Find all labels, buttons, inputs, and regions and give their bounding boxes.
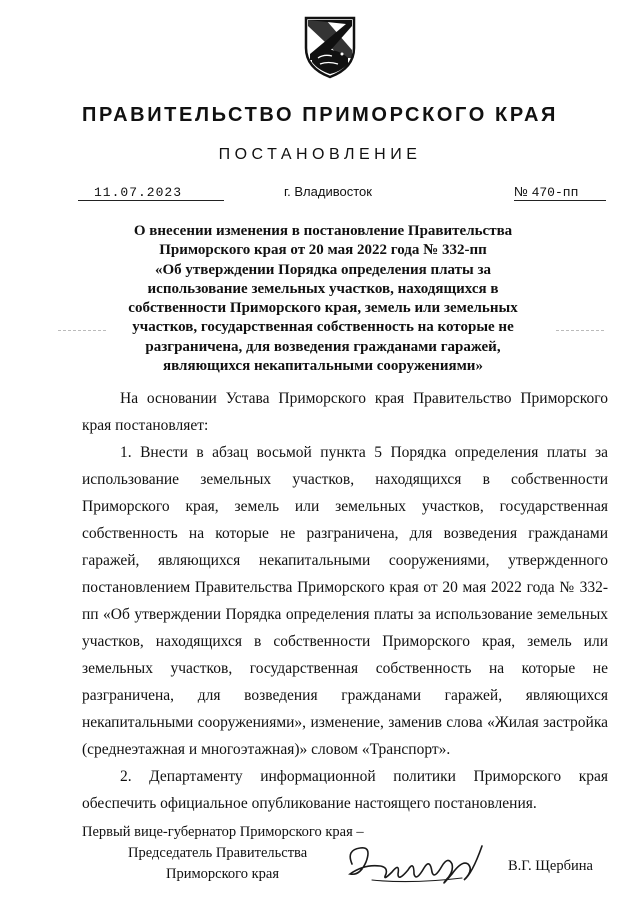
title-line: разграничена, для возведения гражданами гаражей,: [145, 338, 501, 355]
body-item-1: 1. Внести в абзац восьмой пункта 5 Порядка определения платы за использование земельных участков, находящихся в собственности Приморского края, земель или земельных участков, государственная собственность на которые не разграничена, для возведения гражданами гаражей, являющихся некапитальными сооружениями, утвержденного постановлением Правительства Приморского края от 20 мая 2022 года № 332-пп «Об утверждении Порядка определения платы за использование земельных участков, находящихся в собственности Приморского края, земель или земельных участков, государственная собственность на которые не разграничена, для возведения гражданами гаражей, являющихся некапитальными сооружениями», изменение, заменив слова «Жилая застройка (среднеэтажная и многоэтажная)» словом «Транспорт».: [82, 444, 608, 758]
title-line: О внесении изменения в постановление Правительства: [133, 223, 513, 239]
document-title: [110, 222, 536, 376]
number-sign: №: [514, 184, 528, 199]
document-body: [82, 385, 608, 817]
fold-mark-left: [58, 330, 106, 331]
fold-mark-right: [556, 330, 604, 331]
organization-name: ПРАВИТЕЛЬСТВО ПРИМОРСКОГО КРАЯ: [81, 104, 559, 126]
coat-of-arms-icon: [302, 14, 358, 80]
title-line: использование земельных участков, находящихся в: [147, 280, 499, 297]
document-city: г. Владивосток: [284, 184, 372, 199]
document-date: 11.07.2023: [78, 185, 224, 201]
position-line: Первый вице-губернатор Приморского края –: [82, 824, 364, 840]
body-item-2: 2. Департаменту информационной политики Приморского края обеспечить официальное опубликование настоящего постановления.: [82, 768, 608, 812]
document-type: ПОСТАНОВЛЕНИЕ: [218, 146, 422, 163]
title-line: являющихся некапитальными сооружениями»: [163, 358, 483, 375]
handwritten-signature-icon: [342, 834, 494, 894]
title-line: «Об утверждении Порядка определения платы за: [154, 261, 491, 278]
title-line: собственности Приморского края, земель или земельных: [128, 300, 518, 317]
signatory-position: [82, 822, 364, 885]
body-intro: На основании Устава Приморского края Правительство Приморского края постановляет:: [82, 390, 608, 434]
position-line: Приморского края: [166, 866, 280, 882]
title-line: участков, государственная собственность на которые не: [132, 319, 514, 336]
number-value: 470-пп: [531, 185, 579, 200]
document-number: [514, 184, 606, 201]
title-line: Приморского края от 20 мая 2022 года № 332-пп: [159, 242, 487, 259]
signer-name: В.Г. Щербина: [508, 858, 593, 874]
position-line: Председатель Правительства: [128, 845, 308, 861]
